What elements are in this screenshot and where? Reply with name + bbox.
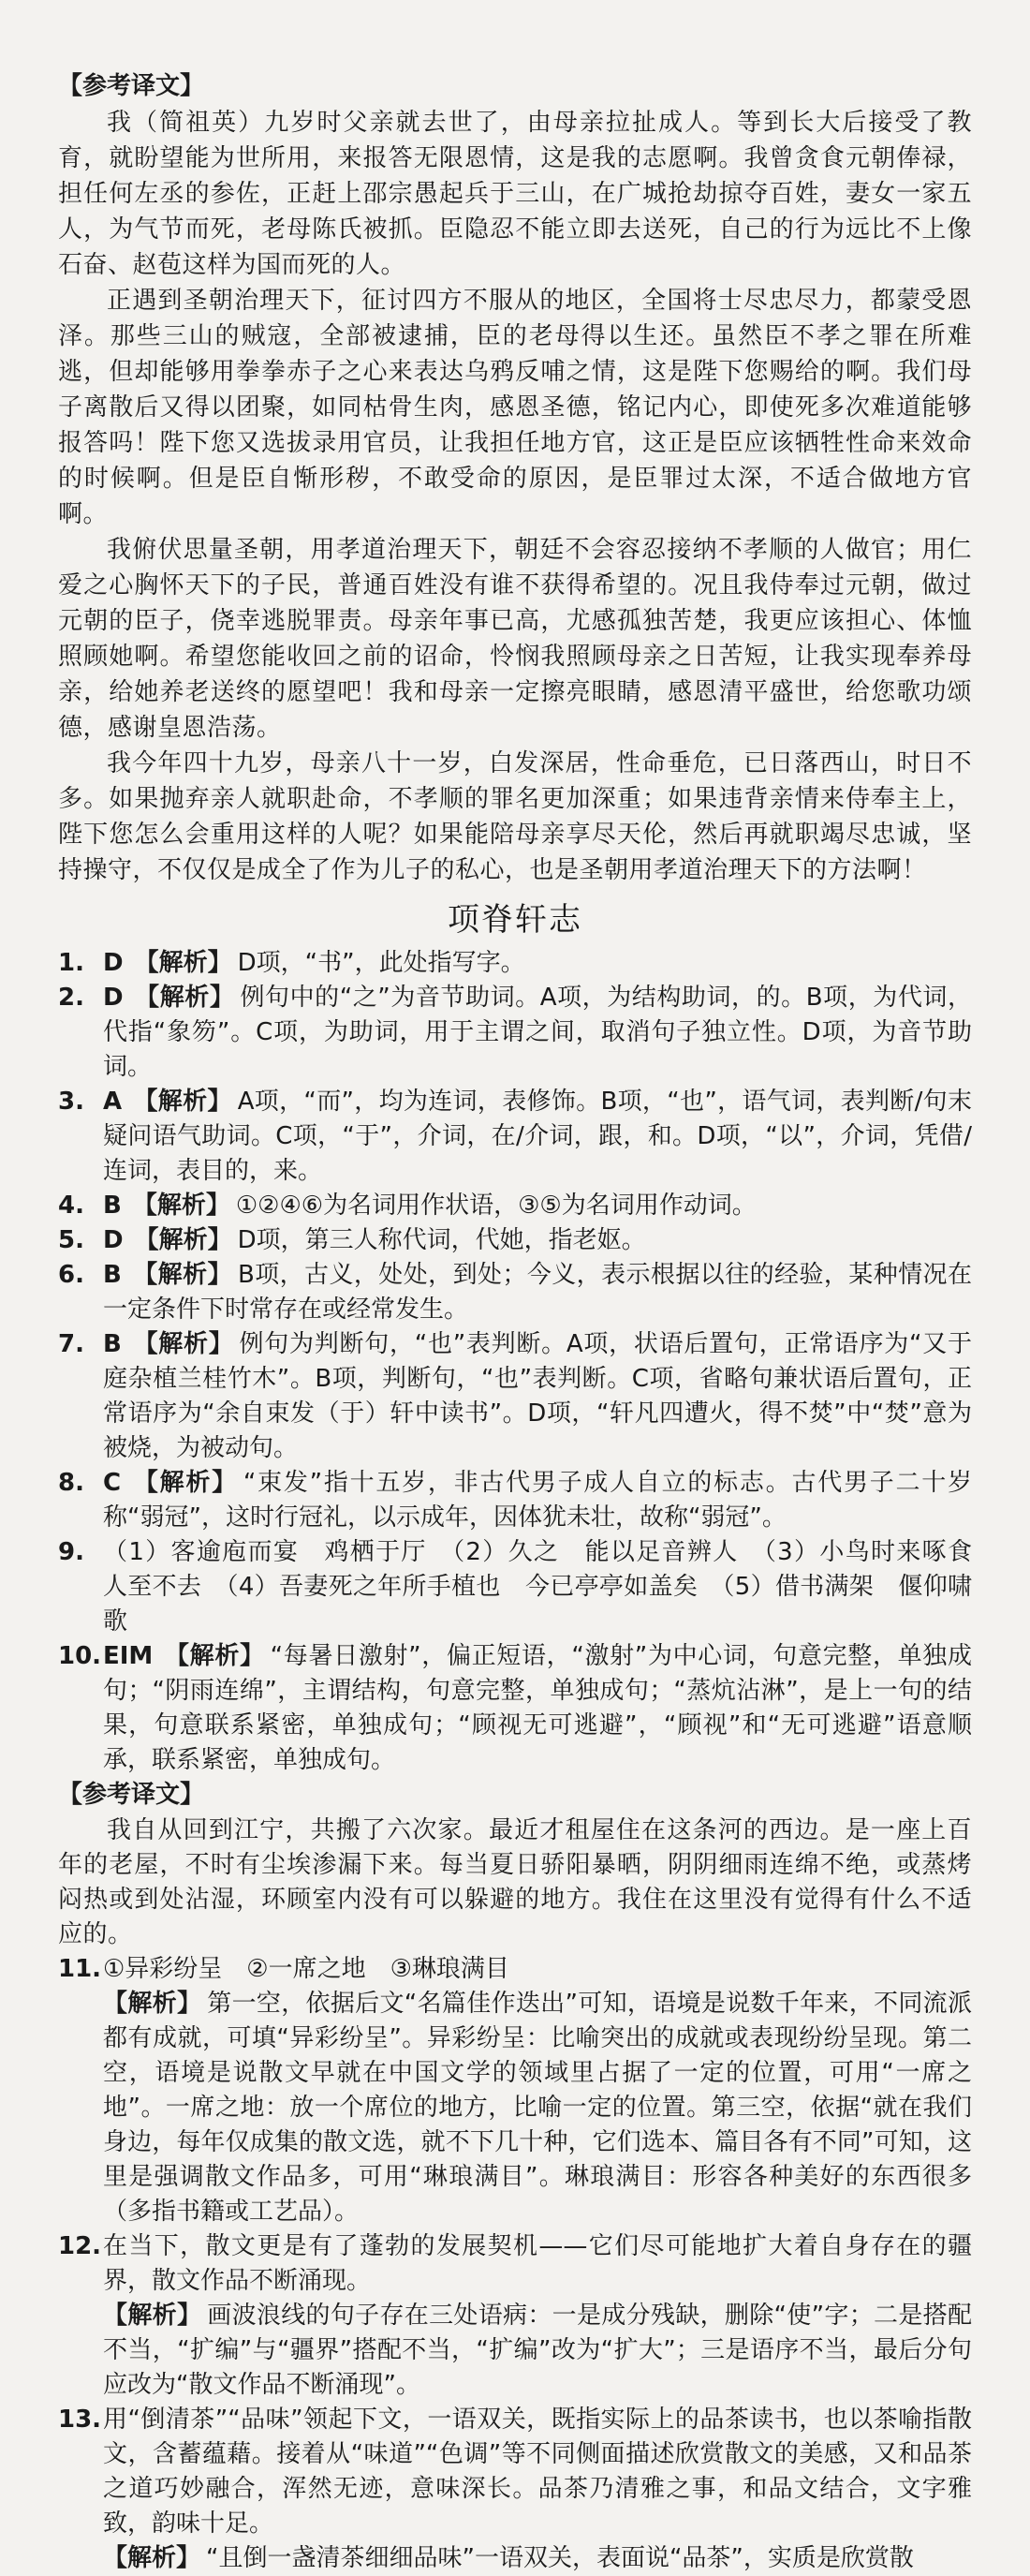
answer-text: 在当下，散文更是有了蓬勃的发展契机——它们尽可能地扩大着自身存在的疆界，散文作品不断涌现。 <box>103 2232 972 2295</box>
section-title: 项脊轩志 <box>448 901 582 939</box>
question-number: 2. <box>58 984 84 1012</box>
answer-text: 用“倒清茶”“品味”领起下文，一语双关，既指实际上的品茶读书，也以茶喻指散文，含蓄蕴藉。接着从“味道”“色调”等不同侧面描述欣赏散文的美感，又和品茶之道巧妙融合，浑然无迹，意味深长。品茶乃清雅之事，和品文结合，文字雅致，韵味十足。 <box>103 2406 972 2538</box>
question-number: 11. <box>58 1955 102 1983</box>
question-number: 1. <box>58 949 84 977</box>
analysis-tag: 【解析】 <box>133 1088 232 1116</box>
analysis-text: “每暑日激射”，偏正短语，“激射”为中心词，句意完整，单独成句；“阴雨连绵”，主谓结构，句意完整，单独成句；“蒸炕沾淋”，是上一句的结果，句意联系紧密，单独成句；“顾视无可逃避”，“顾视”和“无可逃避”语意顺承，联系紧密，单独成句。 <box>103 1642 972 1774</box>
analysis-text: 例句为判断句，“也”表判断。A项，状语后置句，正常语序为“又于庭杂植兰桂竹木”。B项，判断句，“也”表判断。C项，省略句兼状语后置句，正常语序为“余自束发（于）轩中读书”。D项，“轩凡四遭火，得不焚”中“焚”意为被烧，为被动句。 <box>103 1330 972 1462</box>
analysis-tag: 【解析】 <box>134 984 235 1012</box>
analysis-text: D项，第三人称代词，代她，指老妪。 <box>237 1226 646 1254</box>
analysis-tag: 【解析】 <box>134 1226 232 1254</box>
analysis-tag: 【解析】 <box>132 1330 234 1358</box>
analysis-text: 第一空，依据后文“名篇佳作迭出”可知，语境是说数千年来，不同流派都有成就，可填“异彩纷呈”。异彩纷呈：比喻突出的成就或表现纷纷呈现。第二空，语境是说散文早就在中国文学的领域里占据了一定的位置，可用“一席之地”。一席之地：放一个席位的地方，比喻一定的位置。第三空，依据“就在我们身边，每年仅成集的散文选，就不下几十种，它们选本、篇目各有不同”可知，这里是强调散文作品多，可用“琳琅满目”。琳琅满目：形容各种美好的东西很多（多指书籍或工艺品）。 <box>103 1990 972 2226</box>
translation-paragraph: 我自从回到江宁，共搬了六次家。最近才租屋住在这条河的西边。是一座上百年的老屋，不时有尘埃渗漏下来。每当夏日骄阳暴晒，阴阴细雨连绵不绝，或蒸烤闷热或到处沾湿，环顾室内没有可以躲避的地方。我住在这里没有觉得有什么不适应的。 <box>58 1816 972 1948</box>
question-number: 6. <box>58 1261 84 1289</box>
question-number: 5. <box>58 1226 84 1254</box>
analysis-text: A项，“而”，均为连词，表修饰。B项，“也”，语气词，表判断/句末疑问语气助词。C项，“于”，介词，在/介词，跟，和。D项，“以”，介词，凭借/连词，表目的，来。 <box>103 1088 972 1185</box>
answer-item <box>58 2229 972 2403</box>
answer-choice: B <box>103 1261 122 1289</box>
translation-paragraph: 我俯伏思量圣朝，用孝道治理天下，朝廷不会容忍接纳不孝顺的人做官；用仁爱之心胸怀天下的子民，普通百姓没有谁不获得希望的。况且我侍奉过元朝，做过元朝的臣子，侥幸逃脱罪责。母亲年事已高，尤感孤独苦楚，我更应该担心、体恤照顾她啊。希望您能收回之前的诏命，怜悯我照顾母亲之日苦短，让我实现奉养母亲，给她养老送终的愿望吧！我和母亲一定擦亮眼睛，感恩清平盛世，给您歌功颂德，感谢皇恩浩荡。 <box>58 536 972 742</box>
question-number: 7. <box>58 1330 84 1358</box>
analysis-text: “束发”指十五岁，非古代男子成人自立的标志。古代男子二十岁称“弱冠”，这时行冠礼，以示成年，因体犹未壮，故称“弱冠”。 <box>103 1469 972 1532</box>
reference-translation-middle <box>58 1778 972 1952</box>
reference-translation-top <box>58 69 972 888</box>
answer-item <box>58 1223 972 1258</box>
answer-choice: B <box>103 1330 122 1358</box>
analysis-tag: 【解析】 <box>132 1261 232 1289</box>
analysis-tag: 【解析】 <box>103 1990 202 2018</box>
answer-item <box>58 946 972 981</box>
answers-list <box>58 946 997 1778</box>
question-number: 10. <box>58 1642 102 1670</box>
question-number: 9. <box>58 1538 84 1566</box>
answer-text: （1）客逾庖而宴 鸡栖于厅 （2）久之 能以足音辨人 （3）小鸟时来啄食 人至不去 （4）吾妻死之年所手植也 今已亭亭如盖矣 （5）借书满架 偃仰啸歌 <box>103 1538 997 1636</box>
answer-text: ①异彩纷呈 ②一席之地 ③琳琅满目 <box>103 1955 509 1983</box>
answer-choice: D <box>103 984 124 1012</box>
question-number: 4. <box>58 1192 84 1220</box>
analysis-tag: 【解析】 <box>132 1469 238 1497</box>
answer-item <box>58 1189 972 1223</box>
answer-item <box>58 1952 972 2229</box>
answer-choice: D <box>103 949 124 977</box>
translation-paragraph: 我（简祖英）九岁时父亲就去世了，由母亲拉扯成人。等到长大后接受了教育，就盼望能为世所用，来报答无限恩情，这是我的志愿啊。我曾贪食元朝俸禄，担任何左丞的参佐，正赶上邵宗愚起兵于三山，在广城抢劫掠夺百姓，妻女一家五人，为气节而死，老母陈氏被抓。臣隐忍不能立即去送死，自己的行为远比不上像石奋、赵苞这样为国而死的人。 <box>58 109 972 279</box>
answer-choice: EIM <box>103 1642 154 1670</box>
answer-item <box>58 1327 972 1466</box>
analysis-tag: 【解析】 <box>103 2302 202 2330</box>
answer-choice: B <box>103 1192 122 1220</box>
answer-item <box>58 1535 997 1639</box>
analysis-text: 画波浪线的句子存在三处语病：一是成分残缺，删除“使”字；二是搭配不当，“扩编”与“疆界”搭配不当，“扩编”改为“扩大”；三是语序不当，最后分句应改为“散文作品不断涌现”。 <box>103 2302 972 2399</box>
answer-choice: C <box>103 1469 122 1497</box>
answer-item <box>58 981 972 1085</box>
answer-item <box>58 1258 972 1327</box>
analysis-text: D项，“书”，此处指写字。 <box>237 949 525 977</box>
answer-item <box>58 1639 972 1778</box>
analysis-text: ①②④⑥为名词用作状语，③⑤为名词用作动词。 <box>235 1192 757 1220</box>
answer-choice: A <box>103 1088 123 1116</box>
question-number: 8. <box>58 1469 84 1497</box>
analysis-tag: 【解析】 <box>132 1192 230 1220</box>
answer-choice: D <box>103 1226 124 1254</box>
answer-item <box>58 2403 972 2576</box>
question-number: 3. <box>58 1088 84 1116</box>
reference-translation-label: 【参考译文】 <box>58 1781 205 1809</box>
analysis-tag: 【解析】 <box>164 1642 265 1670</box>
answers-list-continued <box>58 1952 972 2576</box>
answer-item <box>58 1085 972 1189</box>
analysis-tag: 【解析】 <box>134 949 232 977</box>
answer-item <box>58 1466 972 1535</box>
question-number: 12. <box>58 2232 102 2260</box>
translation-paragraph: 正遇到圣朝治理天下，征讨四方不服从的地区，全国将士尽忠尽力，都蒙受恩泽。那些三山的贼寇，全部被逮捕，臣的老母得以生还。虽然臣不孝之罪在所难逃，但却能够用拳拳赤子之心来表达乌鸦反哺之情，这是陛下您赐给的啊。我们母子离散后又得以团聚，如同枯骨生肉，感恩圣德，铭记内心，即使死多次难道能够报答吗！陛下您又选拔录用官员，让我担任地方官，这正是臣应该牺牲性命来效命的时候啊。但是臣自惭形秽，不敢受命的原因，是臣罪过太深，不适合做地方官啊。 <box>58 287 972 528</box>
analysis-text: B项，古义，处处，到处；今义，表示根据以往的经验，某种情况在一定条件下时常存在或经常发生。 <box>103 1261 972 1324</box>
analysis-text: “且倒一盏清茶细细品味”一语双关，表面说“品茶”，实质是欣赏散 <box>206 2544 914 2572</box>
analysis-tag: 【解析】 <box>103 2544 201 2572</box>
translation-paragraph: 我今年四十九岁，母亲八十一岁，白发深居，性命垂危，已日落西山，时日不多。如果抛弃亲人就职赴命，不孝顺的罪名更加深重；如果违背亲情来侍奉主上，陛下您怎么会重用这样的人呢？如果能陪母亲享尽天伦，然后再就职竭尽忠诚，坚持操守，不仅仅是成全了作为儿子的私心，也是圣朝用孝道治理天下的方法啊！ <box>58 749 972 884</box>
reference-translation-label: 【参考译文】 <box>58 72 205 100</box>
question-number: 13. <box>58 2406 102 2434</box>
analysis-text: 例句中的“之”为音节助词。A项，为结构助词，的。B项，为代词，代指“象笏”。C项，为助词，用于主谓之间，取消句子独立性。D项，为音节助词。 <box>103 984 972 1081</box>
